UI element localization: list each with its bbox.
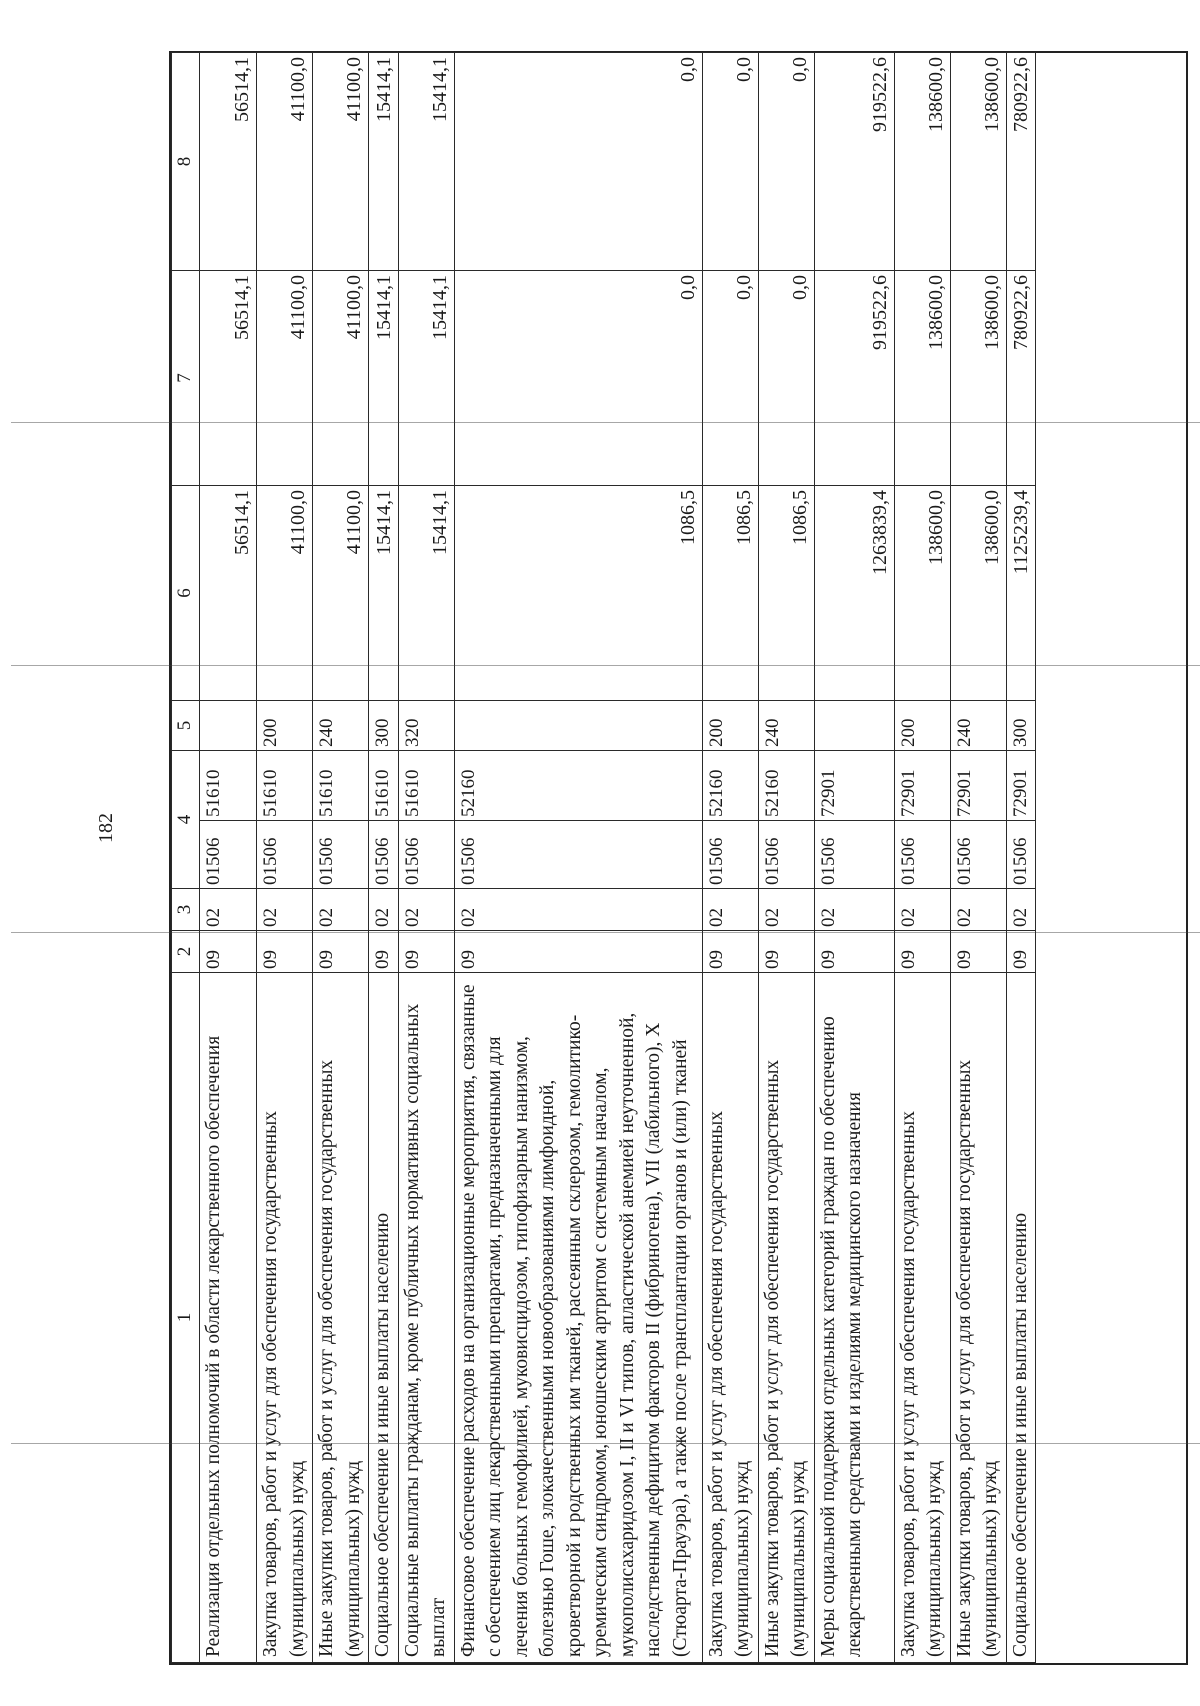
amount-col6-cell: 138600,0 (950, 486, 1006, 701)
section-code-cell: 02 (257, 889, 313, 931)
amount-col7-cell: 0,0 (702, 271, 758, 486)
expense-type-cell: 240 (950, 701, 1006, 751)
table-row (814, 53, 894, 1663)
program-code-cell: 01506 (200, 821, 257, 889)
row-name-cell: Финансовое обеспечение расходов на организационные мероприятия, связанные с обеспечением лиц лекарственными препаратами, предназначенными для лечения больных гемофилией, муковисцидозом, гипофизарным нанизмом, болезнью Гоше, злокачественными новообразованиями лимфоидной, кроветворной и родственных им тканей, рассеянным склерозом, гемолитико-уремическим синдромом, юношеским артритом с системным началом, мукополисахаридозом I, II и VI типов, апластической анемией неуточненной, наследственным дефицитом факторов II (фибриногена), VII (лабильного), X (Стюарта-Прауэра), а также после трансплантации органов и (или) тканей (454, 973, 702, 1663)
amount-col7-cell: 919522,6 (814, 271, 894, 486)
column-header-5: 5 (172, 701, 200, 751)
column-header-2: 2 (172, 931, 200, 973)
row-name-cell: Закупка товаров, работ и услуг для обеспечения государственных (муниципальных) нужд (257, 973, 313, 1663)
amount-col6-cell: 41100,0 (257, 486, 313, 701)
program-code-cell: 01506 (313, 821, 369, 889)
program-code-cell: 01506 (454, 821, 702, 889)
ministry-code-cell: 09 (369, 931, 399, 973)
expense-type-cell (454, 701, 702, 751)
table-row (313, 53, 369, 1663)
table-row (398, 53, 454, 1663)
direction-code-cell: 72901 (950, 751, 1006, 821)
amount-col8-cell: 0,0 (758, 53, 814, 271)
table-row (758, 53, 814, 1663)
row-name-cell: Закупка товаров, работ и услуг для обеспечения государственных (муниципальных) нужд (894, 973, 950, 1663)
amount-col7-cell: 0,0 (758, 271, 814, 486)
amount-col6-cell: 15414,1 (369, 486, 399, 701)
expense-type-cell: 240 (758, 701, 814, 751)
amount-col8-cell: 15414,1 (398, 53, 454, 271)
row-name-cell: Иные закупки товаров, работ и услуг для обеспечения государственных (муниципальных) нужд (313, 973, 369, 1663)
expense-type-cell: 300 (369, 701, 399, 751)
program-code-cell: 01506 (702, 821, 758, 889)
ministry-code-cell: 09 (454, 931, 702, 973)
amount-col6-cell: 138600,0 (894, 486, 950, 701)
direction-code-cell: 51610 (369, 751, 399, 821)
amount-col8-cell: 0,0 (454, 53, 702, 271)
amount-col8-cell: 0,0 (702, 53, 758, 271)
ministry-code-cell: 09 (1006, 931, 1036, 973)
table-row (894, 53, 950, 1663)
ministry-code-cell: 09 (313, 931, 369, 973)
amount-col6-cell: 15414,1 (398, 486, 454, 701)
amount-col7-cell: 0,0 (454, 271, 702, 486)
direction-code-cell: 52160 (702, 751, 758, 821)
amount-col8-cell: 919522,6 (814, 53, 894, 271)
direction-code-cell: 52160 (758, 751, 814, 821)
amount-col8-cell: 41100,0 (257, 53, 313, 271)
section-code-cell: 02 (814, 889, 894, 931)
amount-col8-cell: 15414,1 (369, 53, 399, 271)
amount-col8-cell: 138600,0 (894, 53, 950, 271)
amount-col8-cell: 56514,1 (200, 53, 257, 271)
expense-type-cell: 300 (1006, 701, 1036, 751)
ministry-code-cell: 09 (200, 931, 257, 973)
amount-col7-cell: 138600,0 (894, 271, 950, 486)
direction-code-cell: 52160 (454, 751, 702, 821)
amount-col6-cell: 1086,5 (454, 486, 702, 701)
expense-type-cell (814, 701, 894, 751)
row-name-cell: Реализация отдельных полномочий в области лекарственного обеспечения (200, 973, 257, 1663)
ministry-code-cell: 09 (257, 931, 313, 973)
ministry-code-cell: 09 (950, 931, 1006, 973)
direction-code-cell: 51610 (398, 751, 454, 821)
budget-table-frame (169, 51, 1188, 1665)
program-code-cell: 01506 (1006, 821, 1036, 889)
amount-col7-cell: 15414,1 (398, 271, 454, 486)
column-header-6: 6 (172, 486, 200, 701)
ministry-code-cell: 09 (398, 931, 454, 973)
table-row (454, 53, 702, 1663)
table-row (200, 53, 257, 1663)
section-code-cell: 02 (758, 889, 814, 931)
section-code-cell: 02 (313, 889, 369, 931)
table-body (200, 53, 1036, 1663)
amount-col6-cell: 1263839,4 (814, 486, 894, 701)
expense-type-cell: 240 (313, 701, 369, 751)
row-name-cell: Социальное обеспечение и иные выплаты населению (369, 973, 399, 1663)
row-name-cell: Меры социальной поддержки отдельных категорий граждан по обеспечению лекарственными средствами и изделиями медицинского назначения (814, 973, 894, 1663)
program-code-cell: 01506 (369, 821, 399, 889)
section-code-cell: 02 (398, 889, 454, 931)
rotated-table-container (171, 53, 1186, 1663)
program-code-cell: 01506 (894, 821, 950, 889)
table-row (702, 53, 758, 1663)
ministry-code-cell: 09 (702, 931, 758, 973)
direction-code-cell: 72901 (814, 751, 894, 821)
column-header-7: 7 (172, 271, 200, 486)
ministry-code-cell: 09 (758, 931, 814, 973)
section-code-cell: 02 (950, 889, 1006, 931)
column-header-4: 4 (172, 751, 200, 889)
amount-col6-cell: 56514,1 (200, 486, 257, 701)
ministry-code-cell: 09 (894, 931, 950, 973)
budget-table (171, 52, 1036, 1663)
amount-col8-cell: 41100,0 (313, 53, 369, 271)
amount-col7-cell: 41100,0 (257, 271, 313, 486)
program-code-cell: 01506 (814, 821, 894, 889)
table-row (950, 53, 1006, 1663)
direction-code-cell: 72901 (1006, 751, 1036, 821)
column-number-row (172, 53, 200, 1663)
section-code-cell: 02 (369, 889, 399, 931)
expense-type-cell: 200 (702, 701, 758, 751)
expense-type-cell: 200 (894, 701, 950, 751)
expense-type-cell: 200 (257, 701, 313, 751)
amount-col6-cell: 1125239,4 (1006, 486, 1036, 701)
column-header-3: 3 (172, 889, 200, 931)
program-code-cell: 01506 (398, 821, 454, 889)
section-code-cell: 02 (702, 889, 758, 931)
table-row (1006, 53, 1036, 1663)
amount-col7-cell: 15414,1 (369, 271, 399, 486)
direction-code-cell: 72901 (894, 751, 950, 821)
direction-code-cell: 51610 (257, 751, 313, 821)
amount-col7-cell: 41100,0 (313, 271, 369, 486)
row-name-cell: Социальные выплаты гражданам, кроме публичных нормативных социальных выплат (398, 973, 454, 1663)
program-code-cell: 01506 (257, 821, 313, 889)
amount-col8-cell: 138600,0 (950, 53, 1006, 271)
amount-col8-cell: 780922,6 (1006, 53, 1036, 271)
section-code-cell: 02 (200, 889, 257, 931)
column-header-1: 1 (172, 973, 200, 1663)
amount-col7-cell: 138600,0 (950, 271, 1006, 486)
program-code-cell: 01506 (758, 821, 814, 889)
table-row (257, 53, 313, 1663)
amount-col7-cell: 780922,6 (1006, 271, 1036, 486)
expense-type-cell: 320 (398, 701, 454, 751)
row-name-cell: Социальное обеспечение и иные выплаты населению (1006, 973, 1036, 1663)
page-number: 182 (95, 813, 117, 843)
table-row (369, 53, 399, 1663)
amount-col6-cell: 1086,5 (702, 486, 758, 701)
section-code-cell: 02 (894, 889, 950, 931)
program-code-cell: 01506 (950, 821, 1006, 889)
amount-col6-cell: 41100,0 (313, 486, 369, 701)
row-name-cell: Иные закупки товаров, работ и услуг для обеспечения государственных (муниципальных) нужд (758, 973, 814, 1663)
amount-col6-cell: 1086,5 (758, 486, 814, 701)
expense-type-cell (200, 701, 257, 751)
ministry-code-cell: 09 (814, 931, 894, 973)
row-name-cell: Иные закупки товаров, работ и услуг для обеспечения государственных (муниципальных) нужд (950, 973, 1006, 1663)
column-header-8: 8 (172, 53, 200, 271)
direction-code-cell: 51610 (200, 751, 257, 821)
section-code-cell: 02 (454, 889, 702, 931)
amount-col7-cell: 56514,1 (200, 271, 257, 486)
direction-code-cell: 51610 (313, 751, 369, 821)
section-code-cell: 02 (1006, 889, 1036, 931)
row-name-cell: Закупка товаров, работ и услуг для обеспечения государственных (муниципальных) нужд (702, 973, 758, 1663)
